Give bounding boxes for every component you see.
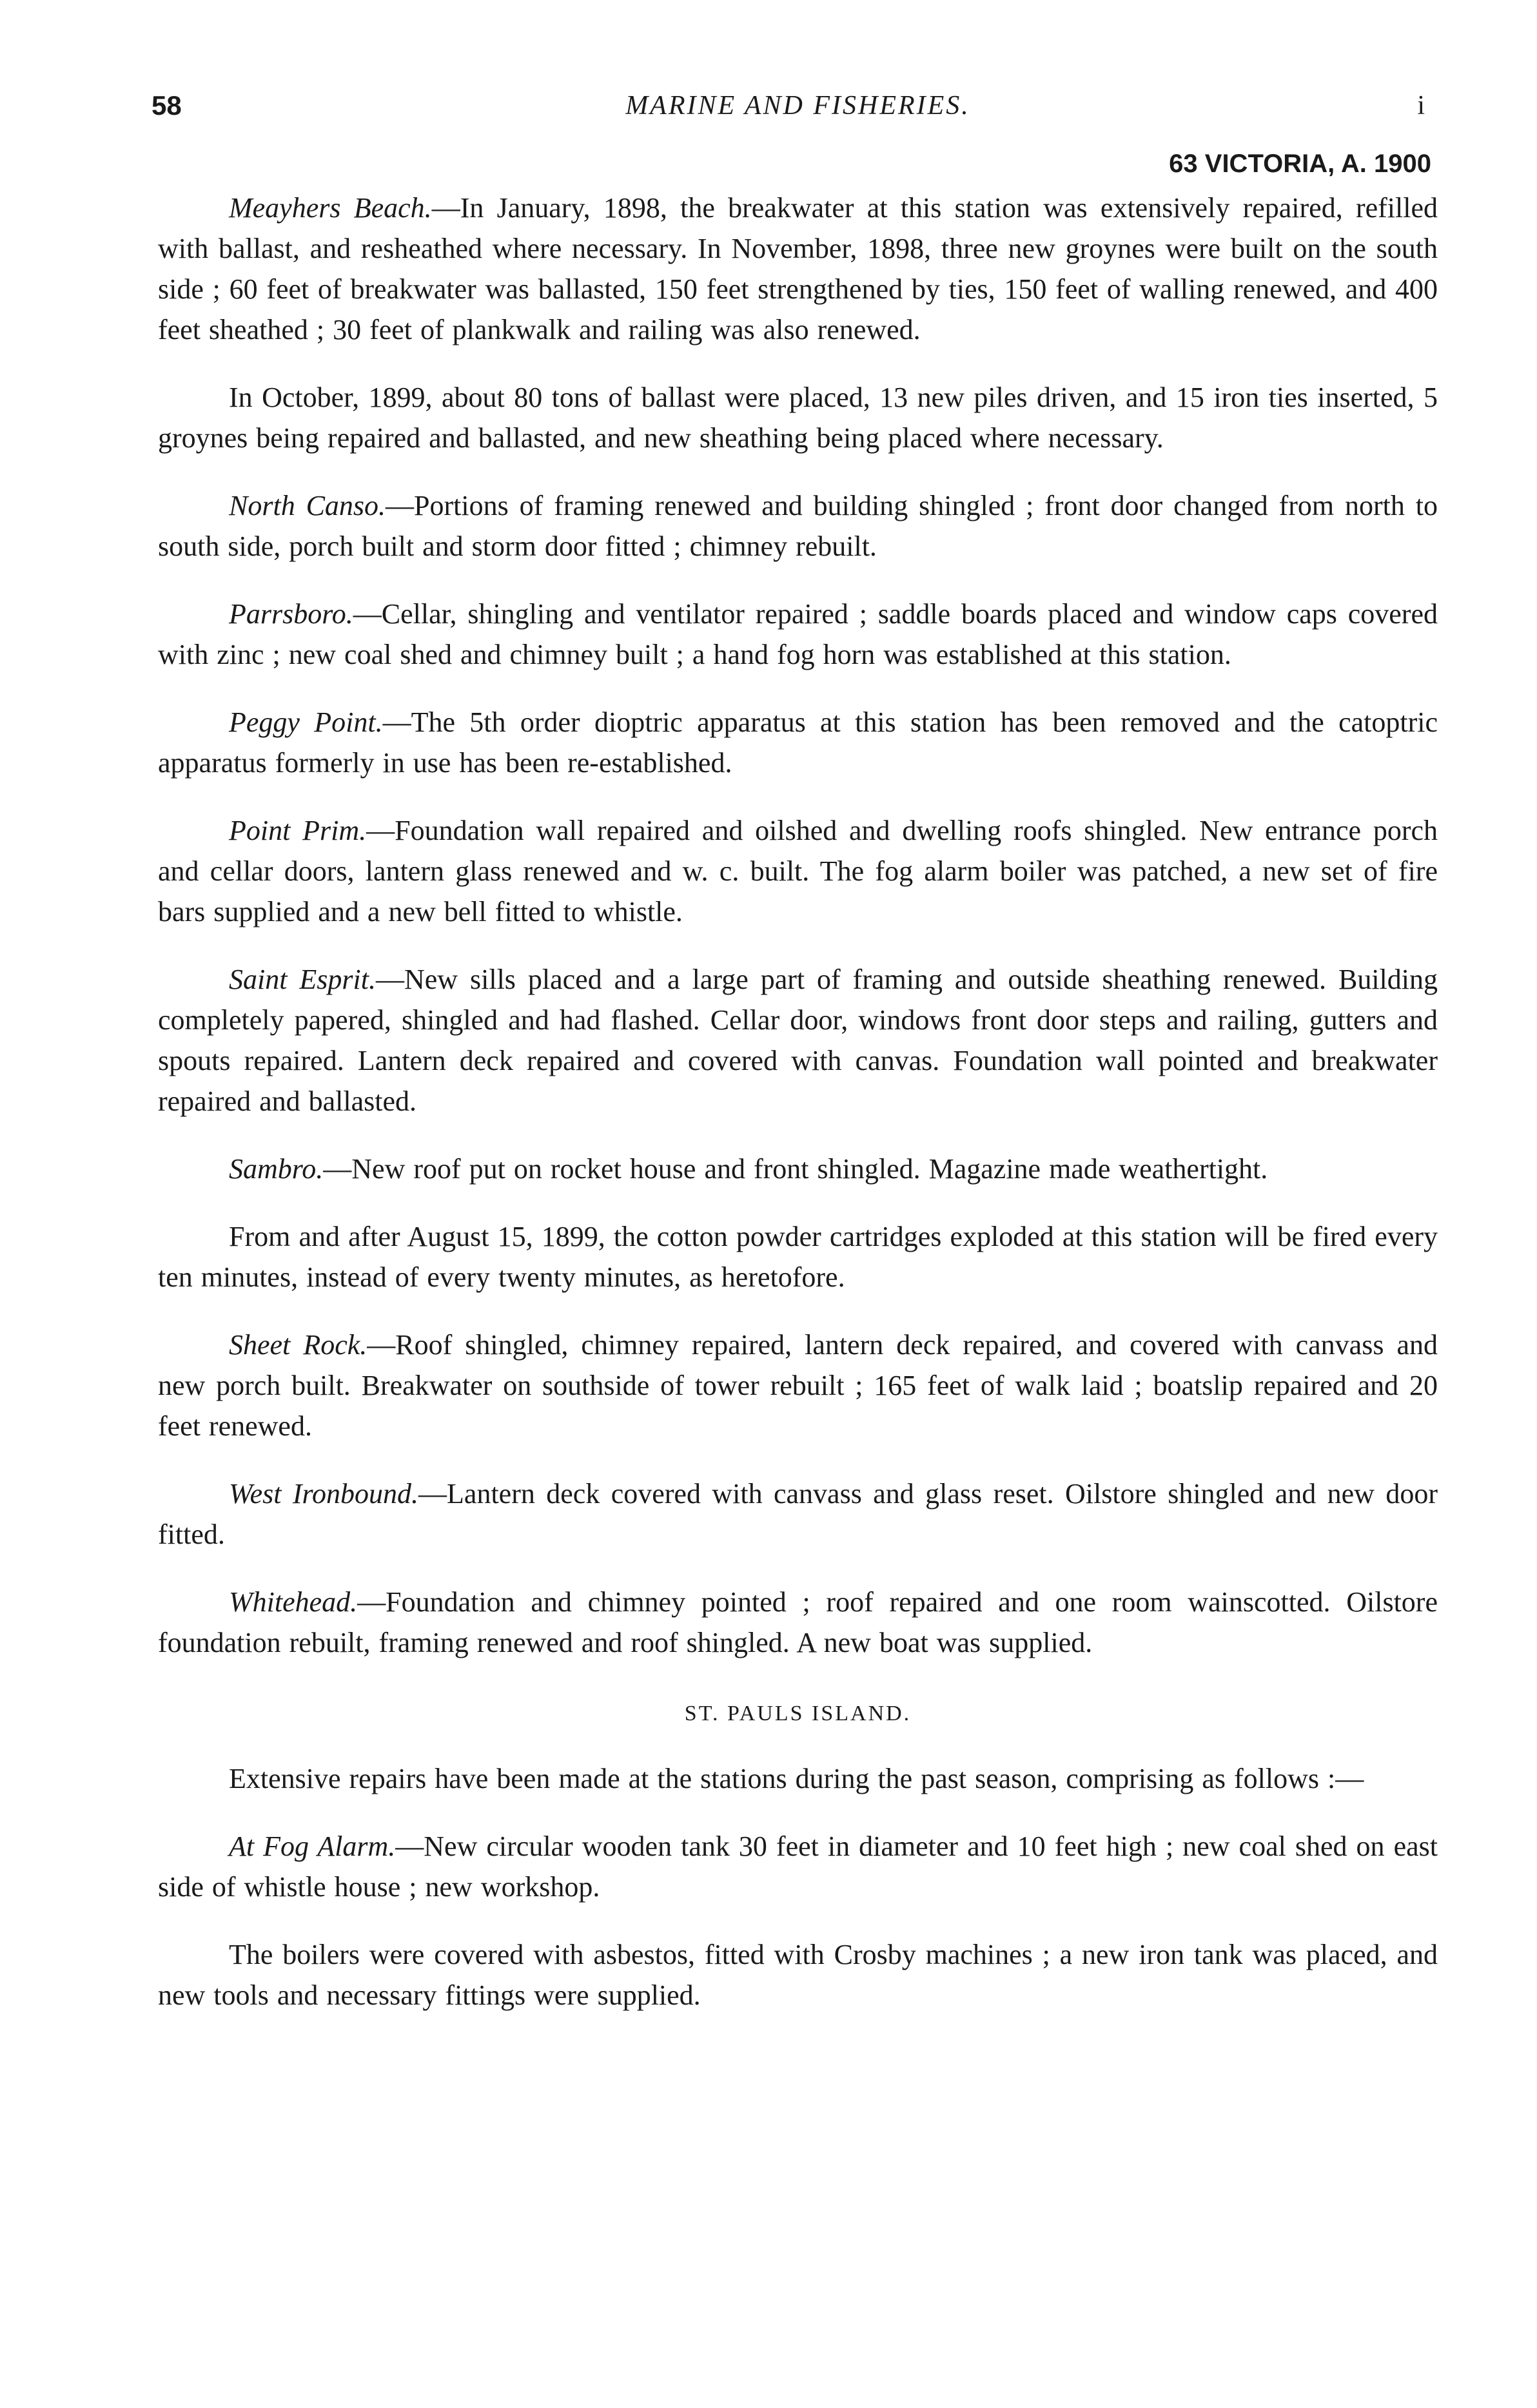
- paragraph: [158, 1473, 1438, 1555]
- place-name: North Canso.: [229, 490, 386, 521]
- paragraph-text: —Foundation wall repaired and oilshed and dwelling roofs shingled. New entrance porch and cellar doors, lantern glass renewed and w. c. built. The fog alarm boiler was patched, a new set of fire bars supplied and a new bell fitted to whistle.: [158, 815, 1438, 927]
- paragraph: [158, 1758, 1438, 1799]
- place-name: Parrsboro.: [229, 598, 353, 630]
- paragraph-text: —Foundation and chimney pointed ; roof repaired and one room wainscotted. Oilstore foundation rebuilt, framing renewed and roof shingled. A new boat was supplied.: [158, 1586, 1438, 1658]
- header-mark: i: [1417, 91, 1425, 121]
- place-name: Sheet Rock.: [229, 1329, 367, 1361]
- paragraph: [158, 1934, 1438, 2015]
- paragraph-text: From and after August 15, 1899, the cotton powder cartridges exploded at this station will be fired every ten minutes, instead of every twenty minutes, as heretofore.: [158, 1221, 1438, 1293]
- page-number: 58: [152, 90, 182, 121]
- paragraph-text: The boilers were covered with asbestos, fitted with Crosby machines ; a new iron tank was placed, and new tools and necessary fittings were supplied.: [158, 1939, 1438, 2011]
- paragraph-text: —Cellar, shingling and ventilator repaired ; saddle boards placed and window caps covered with zinc ; new coal shed and chimney built ; a hand fog horn was established at this station.: [158, 598, 1438, 670]
- place-name: Point Prim.: [229, 815, 367, 846]
- paragraph: [158, 1149, 1438, 1189]
- paragraph-text: —Portions of framing renewed and building shingled ; front door changed from north to south side, porch built and storm door fitted ; chimney rebuilt.: [158, 490, 1438, 562]
- place-name: West Ironbound.: [229, 1478, 419, 1510]
- paragraph: [158, 1325, 1438, 1446]
- paragraph: [158, 810, 1438, 932]
- paragraph-text: —New roof put on rocket house and front shingled. Magazine made weathertight.: [323, 1153, 1268, 1185]
- body-bottom: [158, 1758, 1438, 2015]
- body-top: [158, 188, 1438, 1663]
- running-title: MARINE AND FISHERIES.: [625, 91, 970, 121]
- paragraph: [158, 188, 1438, 350]
- paragraph: [158, 1216, 1438, 1297]
- paragraph-text: —New circular wooden tank 30 feet in diameter and 10 feet high ; new coal shed on east side of whistle house ; new workshop.: [158, 1830, 1438, 1903]
- paragraph-text: —Lantern deck covered with canvass and glass reset. Oilstore shingled and new door fitted.: [158, 1478, 1438, 1550]
- place-name: Saint Esprit.: [229, 964, 376, 995]
- session-line: 63 VICTORIA, A. 1900: [1169, 150, 1431, 178]
- paragraph-text: —The 5th order dioptric apparatus at this station has been removed and the catoptric apparatus formerly in use has been re-established.: [158, 706, 1438, 779]
- paragraph-text: Extensive repairs have been made at the stations during the past season, comprising as follows :—: [229, 1763, 1364, 1794]
- paragraph: [158, 377, 1438, 458]
- paragraph-text: —In January, 1898, the breakwater at this station was extensively repaired, refilled with ballast, and resheathed where necessary. In November, 1898, three new groynes were built on the south side ; 60 feet of breakwater was ballasted, 150 feet strengthened by ties, 150 feet of walling renewed, and 400 feet sheathed ; 30 feet of plankwalk and railing was also renewed.: [158, 192, 1438, 345]
- paragraph: [158, 485, 1438, 567]
- paragraph: [158, 1582, 1438, 1663]
- paragraph-text: —Roof shingled, chimney repaired, lantern deck repaired, and covered with canvass and new porch built. Breakwater on southside of tower rebuilt ; 165 feet of walk laid ; boatslip repaired and 20 feet renewed.: [158, 1329, 1438, 1442]
- place-name: Sambro.: [229, 1153, 324, 1185]
- paragraph: [158, 702, 1438, 783]
- paragraph: [158, 959, 1438, 1121]
- place-name: At Fog Alarm.: [229, 1830, 396, 1862]
- paragraph-text: In October, 1899, about 80 tons of ballast were placed, 13 new piles driven, and 15 iron ties inserted, 5 groynes being repaired and ballasted, and new sheathing being placed where necessary.: [158, 382, 1438, 454]
- section-heading: ST. PAULS ISLAND.: [684, 1702, 912, 1725]
- place-name: Whitehead.: [229, 1586, 358, 1618]
- paragraph: [158, 1826, 1438, 1907]
- page-header: [152, 90, 1438, 135]
- place-name: Peggy Point.: [229, 706, 383, 738]
- document-page: [152, 90, 1438, 2043]
- paragraph: [158, 594, 1438, 675]
- place-name: Meayhers Beach.: [229, 192, 432, 224]
- paragraph-text: —New sills placed and a large part of framing and outside sheathing renewed. Building completely papered, shingled and had flashed. Cellar door, windows front door steps and railing, gutters and spouts repaired. Lantern deck repaired and covered with canvas. Foundation wall pointed and breakwater repaired and ballasted.: [158, 964, 1438, 1117]
